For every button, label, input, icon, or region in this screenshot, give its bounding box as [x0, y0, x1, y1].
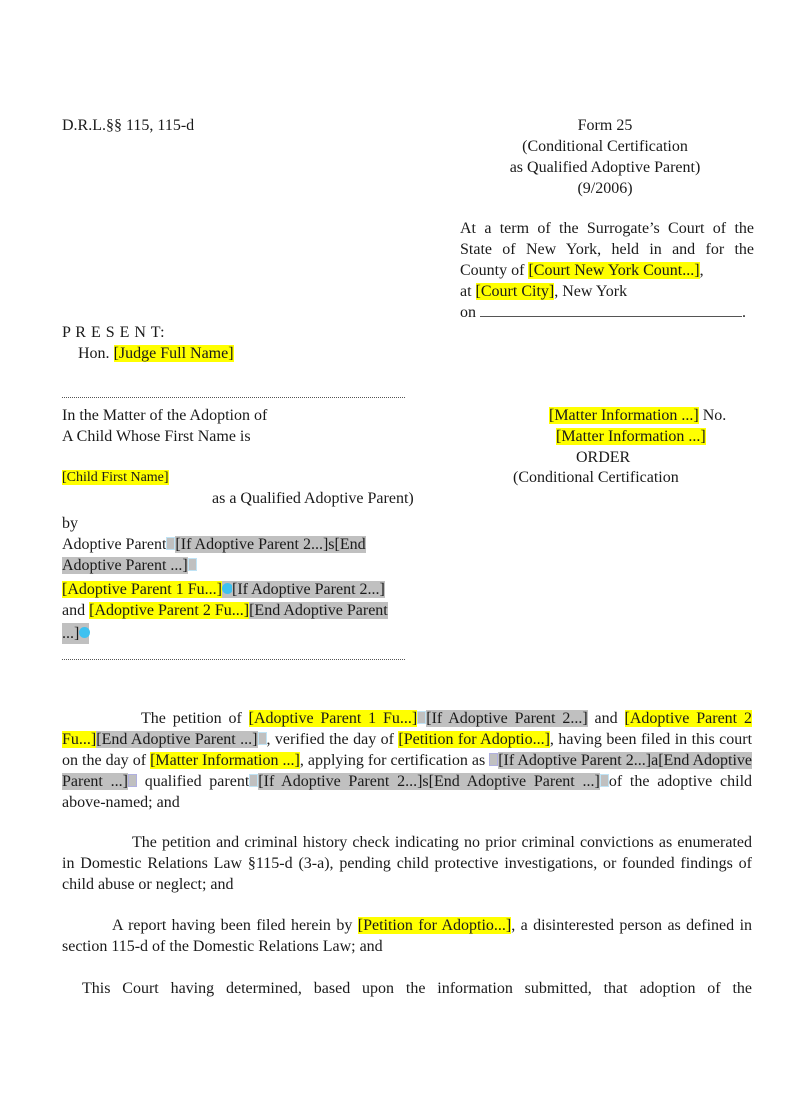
- field-marker-icon: [249, 774, 258, 787]
- text: been filed in this court on the day of: [62, 731, 753, 769]
- form-subtitle-1: (Conditional Certification: [522, 138, 688, 155]
- form-number: Form 25: [577, 117, 633, 134]
- matter-info-field[interactable]: [Matter Information ...]: [150, 752, 300, 769]
- field-marker-icon: [489, 753, 498, 766]
- county-suffix: ,: [699, 262, 704, 279]
- court-term-line-1: At a term of the Surrogate’s Court of the: [460, 220, 754, 237]
- county-line: [460, 260, 754, 281]
- matter-number-line: [549, 405, 726, 426]
- petition-paragraph: [62, 708, 752, 813]
- form-title: [470, 115, 740, 199]
- form-subtitle-2: as Qualified Adoptive Parent): [509, 159, 701, 176]
- text: , a disinterested person as defined in section 115-d of the Domestic Relations Law; and: [62, 917, 753, 955]
- caption-divider-bottom: [62, 659, 405, 662]
- number-label: No.: [698, 407, 727, 424]
- field-marker-icon: [188, 558, 197, 571]
- plural-s: s: [422, 773, 429, 790]
- end-parent-field-3[interactable]: [End Adoptive Parent ...]: [428, 773, 600, 790]
- if-parent2-field-2[interactable]: [If Adoptive Parent 2...]: [498, 752, 652, 769]
- present-label: P R E S E N T:: [62, 324, 166, 341]
- county-field[interactable]: [Court New York Count...]: [528, 262, 700, 279]
- text: of the adoptive child above-named; and: [62, 773, 753, 811]
- criminal-history-paragraph: The petition and criminal history check indicating no prior criminal convictions as enumerated in Domestic Relations Law §115-d (3-a), pending child protective investigations, or founded findings of child abuse or neglect; and: [62, 834, 752, 893]
- text: , verified the day of: [266, 731, 399, 748]
- article-a: a: [651, 752, 659, 769]
- text: and: [587, 710, 625, 727]
- text: The petition of: [141, 710, 249, 727]
- report-paragraph: [62, 915, 752, 957]
- city-suffix: , New York: [554, 283, 628, 300]
- matter-info-field-2[interactable]: [Matter Information ...]: [556, 428, 706, 445]
- caption-line-2: A Child Whose First Name is: [62, 428, 251, 445]
- form-date: (9/2006): [577, 180, 633, 197]
- adoptive-parent-1-field[interactable]: [Adoptive Parent 1 Fu...]: [62, 581, 222, 598]
- conditional-certification-label: (Conditional Certification: [513, 469, 679, 486]
- parent-names-line-2: [62, 600, 388, 621]
- statute-reference: D.R.L.§§ 115, 115-d: [62, 117, 195, 134]
- petition-for-adoption-field[interactable]: [Petition for Adoptio...]: [398, 731, 550, 748]
- text: qualified parent: [136, 773, 250, 790]
- adoptive-parent-2-field[interactable]: [Adoptive Parent 2 Fu...]: [89, 602, 250, 619]
- adoptive-parent-label: Adoptive Parent: [62, 536, 167, 553]
- end-parent-field[interactable]: [End Adoptive Parent ...]: [96, 731, 258, 748]
- parent-names-line-1: [62, 579, 385, 600]
- end-parent-field-2-end[interactable]: ...]: [62, 625, 80, 642]
- end-parent-field-2[interactable]: [End Adoptive Parent: [249, 602, 388, 619]
- text: A report having been filed herein by: [112, 917, 358, 934]
- child-name-line: [62, 467, 169, 488]
- qualified-line: as a Qualified Adoptive Parent): [212, 490, 414, 507]
- field-marker-icon: [258, 732, 267, 745]
- city-line: [460, 281, 754, 302]
- text: , applying for certification as: [299, 752, 490, 769]
- parent-names-line-3: [62, 623, 89, 644]
- judge-line: [78, 343, 234, 364]
- end-parent-field-start[interactable]: [End: [334, 536, 366, 553]
- if-parent2-field-2[interactable]: [If Adoptive Parent 2...]: [231, 581, 385, 598]
- if-parent2-field[interactable]: [If Adoptive Parent 2...]: [175, 536, 329, 553]
- date-blank[interactable]: [480, 303, 742, 317]
- hon-label: Hon.: [78, 345, 114, 362]
- petition-for-adoption-field[interactable]: [Petition for Adoptio...]: [357, 917, 512, 934]
- field-marker-icon: [417, 711, 426, 724]
- county-label: County of: [460, 262, 529, 279]
- if-parent2-field-3[interactable]: [If Adoptive Parent 2...]: [258, 773, 423, 790]
- judge-name-field[interactable]: [Judge Full Name]: [113, 345, 234, 362]
- field-marker-icon: [128, 774, 137, 787]
- date-line: [460, 302, 754, 323]
- field-marker-dot-icon: [79, 627, 90, 638]
- matter-info-line-2: [556, 426, 706, 447]
- adoptive-parent-1-field[interactable]: [Adoptive Parent 1 Fu...]: [248, 710, 418, 727]
- city-field[interactable]: [Court City]: [475, 283, 555, 300]
- if-parent2-field[interactable]: [If Adoptive Parent 2...]: [426, 710, 588, 727]
- matter-info-field-1[interactable]: [Matter Information ...]: [549, 407, 699, 424]
- caption-divider-top: [62, 397, 405, 400]
- by-label: by: [62, 515, 78, 532]
- court-term-line-2: State of New York, held in and for the: [460, 241, 754, 258]
- plural-s: s: [328, 536, 335, 553]
- adoptive-parent-line-1: [62, 534, 366, 555]
- order-title: ORDER: [576, 449, 631, 466]
- and-word: and: [62, 602, 90, 619]
- adoptive-parent-2-field[interactable]: [Adoptive Parent 2 Fu...]: [62, 710, 752, 748]
- court-determination-paragraph: This Court having determined, based upon the information submitted, that adoption of the: [82, 980, 752, 997]
- city-label: at: [460, 283, 476, 300]
- end-parent-field-2[interactable]: [End Adoptive Parent ...]: [62, 752, 753, 790]
- court-term-block: [460, 218, 754, 323]
- caption-line-1: In the Matter of the Adoption of: [62, 407, 268, 424]
- field-marker-icon: [600, 774, 609, 787]
- on-label: on: [460, 304, 476, 321]
- date-suffix: .: [742, 304, 746, 321]
- adoptive-parent-line-2: [62, 555, 197, 576]
- end-parent-field[interactable]: Adoptive Parent ...]: [62, 557, 188, 574]
- child-first-name-field[interactable]: [Child First Name]: [62, 470, 169, 485]
- text: , having: [549, 731, 602, 748]
